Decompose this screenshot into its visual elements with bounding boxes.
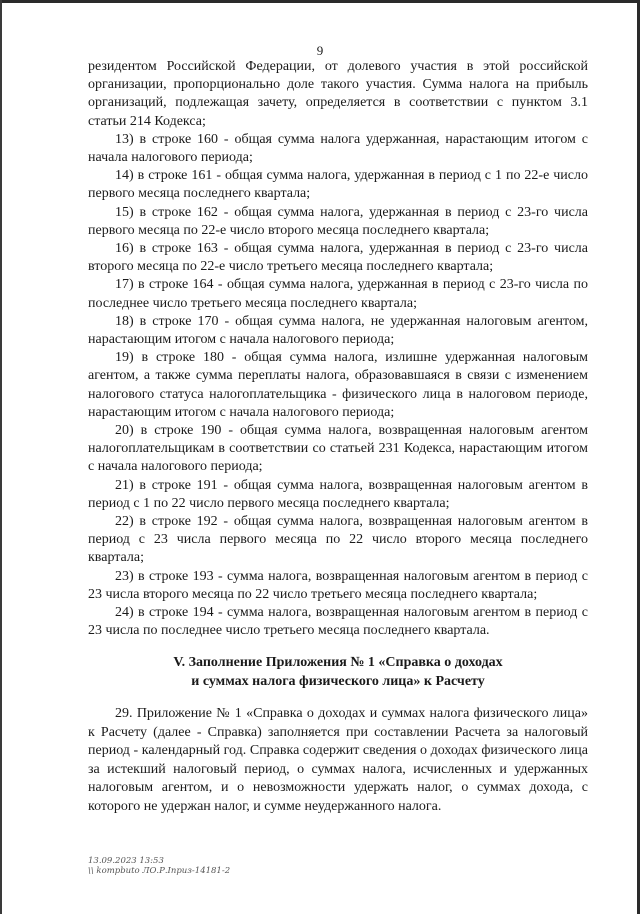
paragraph: 14) в строке 161 - общая сумма налога, удержанная в период с 1 по 22-е число первого месяца последнего квартала;: [88, 168, 588, 202]
paragraph: 19) в строке 180 - общая сумма налога, излишне удержанная налоговым агентом, а также сумма переплаты налога, образовавшаяся в связи с изменением налогового статуса налогоплательщика - физического лица в налоговом периоде, нарастающим итогом с начала налогового периода;: [88, 350, 588, 420]
scan-edge-left: [0, 0, 2, 914]
paragraph: 20) в строке 190 - общая сумма налога, возвращенная налоговым агентом налогоплательщикам в соответствии со статьей 231 Кодекса, нарастающим итогом с начала налогового периода;: [88, 423, 588, 475]
paragraph: 16) в строке 163 - общая сумма налога, удержанная в период с 23-го числа второго месяца по 22-е число третьего месяца последнего квартала;: [88, 241, 588, 275]
paragraph: резидентом Российской Федерации, от долевого участия в этой российской организации, пропорционально доле такого участия. Сумма налога на прибыль организаций, подлежащая зачету, определяется в соответствии с пунктом 3.1 статьи 214 Кодекса;: [88, 59, 588, 129]
paragraph: 13) в строке 160 - общая сумма налога удержанная, нарастающим итогом с начала налогового периода;: [88, 131, 588, 166]
section-title: [88, 654, 588, 691]
body-text: [88, 58, 588, 641]
section-body-text: [88, 705, 588, 817]
footer-stamp: [88, 856, 230, 876]
scan-edge-top: [0, 0, 640, 3]
paragraph: 17) в строке 164 - общая сумма налога, удержанная в период с 23-го числа по последнее число третьего месяца последнего квартала;: [88, 277, 588, 311]
paragraph: 24) в строке 194 - сумма налога, возвращенная налоговым агентом в период с 23 числа по последнее число третьего месяца последнего квартала.: [88, 605, 588, 639]
footer-file-path: \\ kompbuto ЛО.Р.Iпрuз-14181-2: [88, 866, 231, 876]
paragraph: 21) в строке 191 - общая сумма налога, возвращенная налоговым агентом в период с 1 по 22 число первого месяца последнего квартала;: [88, 477, 588, 511]
paragraph: 18) в строке 170 - общая сумма налога, не удержанная налоговым агентом, нарастающим итогом с начала налогового периода;: [88, 313, 588, 348]
paragraph: 29. Приложение № 1 «Справка о доходах и суммах налога физического лица» к Расчету (далее - Справка) заполняется при составлении Расчета за налоговый период - календарный год. Справка содержит сведения о доходах физического лица за истекший налоговый период, о суммах налога, исчисленных и удержанных налоговым агентом, и о невозможности удержать налог, о суммах дохода, с которого не удержан налог, и сумме неудержанного налога.: [88, 706, 588, 814]
footer-timestamp: 13.09.2023 13:53: [88, 856, 164, 866]
paragraph: 23) в строке 193 - сумма налога, возвращенная налоговым агентом в период с 23 числа второго месяца по 22 число третьего месяца последнего квартала;: [88, 568, 588, 602]
paragraph: 15) в строке 162 - общая сумма налога, удержанная в период с 23-го числа первого месяца по 22-е число второго месяца последнего квартала;: [88, 204, 588, 238]
section-title-line-1: V. Заполнение Приложения № 1 «Справка о доходах: [173, 655, 503, 670]
section-title-line-2: и суммах налога физического лица» к Расчету: [191, 673, 485, 689]
page-number: 9: [316, 43, 324, 58]
paragraph: 22) в строке 192 - общая сумма налога, возвращенная налоговым агентом в период с 23 числа первого месяца по 22 число второго месяца последнего квартала;: [88, 514, 588, 566]
